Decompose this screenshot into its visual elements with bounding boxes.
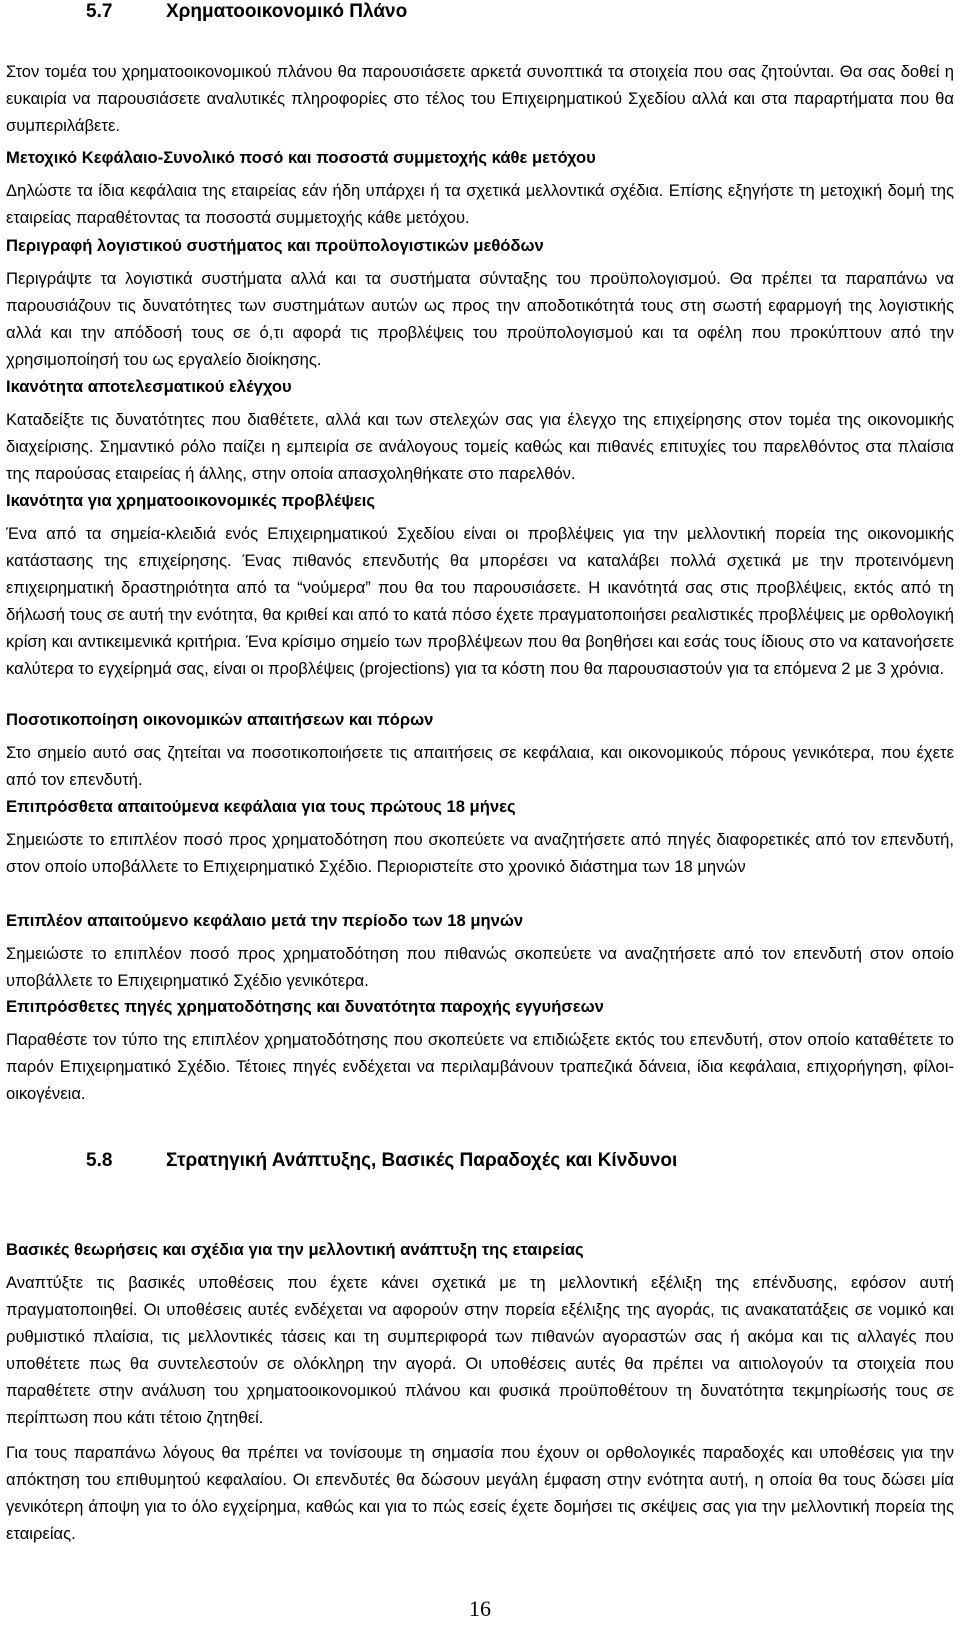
subsection-text: Αναπτύξτε τις βασικές υποθέσεις που έχετε κάνει σχετικά με τη μελλοντική εξέλιξη της επένδυσης, εφόσον αυτή πραγματοποιηθεί. Οι υποθέσεις αυτές ενδέχεται να αφορούν στην πορεία εξέλιξης της αγοράς, τις ανακατατάξεις σε νομικό και ρυθμιστικό πλαίσια, τις μελλοντικές τάσεις και τη συμπεριφορά των πιθανών αγοραστών σας ή ακόμα και τις αλλαγές που υποθέτετε πως θα συντελεστούν σε ολόκληρη την αγορά. Οι υποθέσεις αυτές θα πρέπει να αιτιολογούν τα στοιχεία που παραθέτετε στην ανάλυση του χρηματοοικονομικού πλάνου και φυσικά προϋποθέτουν τη δυνατότητα τεκμηρίωσής τους σε περίπτωση που κάτι τέτοιο ζητηθεί. xyxy=(6,1273,954,1427)
subsection-text: Παραθέστε τον τύπο της επιπλέον χρηματοδότησης που σκοπεύετε να επιδιώξετε εκτός του επενδυτή, στον οποίο καταθέτετε το παρόν Επιχειρηματικό Σχέδιο. Τέτοιες πηγές ενδέχεται να περιλαμβάνουν τραπεζικά δάνεια, ίδια κεφάλαια, επιχορήγηση, φίλοι-οικογένεια. xyxy=(6,1030,954,1103)
subsection-growth-assumptions xyxy=(6,1236,954,1547)
section-title: Χρηματοοικονομικό Πλάνο xyxy=(166,1,408,22)
subsection-text: Στο σημείο αυτό σας ζητείται να ποσοτικοποιήσετε τις απαιτήσεις σε κεφάλαια, και οικονομικούς πόρους γενικότερα, που έχετε από τον επενδυτή. xyxy=(6,743,954,789)
subsection-heading: Βασικές θεωρήσεις και σχέδια για την μελλοντική ανάπτυξη της εταιρείας xyxy=(6,1240,584,1259)
intro-paragraph: Στον τομέα του χρηματοοικονομικού πλάνου θα παρουσιάσετε αρκετά συνοπτικά τα στοιχεία που σας ζητούνται. Θα σας δοθεί η ευκαιρία να παρουσιάσετε αναλυτικές πληροφορίες στο τέλος του Επιχειρηματικού Σχεδίου αλλά και στα παραρτήματα που θα συμπεριλάβετε. xyxy=(6,62,954,135)
subsection-text: Ένα από τα σημεία-κλειδιά ενός Επιχειρηματικού Σχεδίου είναι οι προβλέψεις για την μελλοντική πορεία της οικονομικής κατάστασης της επιχείρησης. Ένας πιθανός επενδυτής θα μπορέσει να καταλάβει πολλά σχετικά με την προτεινόμενη επιχειρηματική δραστηριότητα από τα “νούμερα” που θα του παρουσιάσετε. Η ικανότητά σας στις προβλέψεις, εκτός από τη δήλωσή τους σε αυτή την ενότητα, θα κριθεί και από το κατά πόσο έχετε πραγματοποιήσει ρεαλιστικές προβλέψεις με ορθολογική κρίση και αντικειμενικά κριτήρια. Ένα κρίσιμο σημείο των προβλέψεων που θα βοηθήσει και εσάς τους ίδιους στο να κατανοήσετε καλύτερα το εγχείρημά σας, είναι οι προβλέψεις (projections) για τα κόστη που θα παρουσιαστούν για τα επόμενα 2 με 3 χρόνια. xyxy=(6,524,954,678)
subsection-heading: Επιπρόσθετες πηγές χρηματοδότησης και δυνατότητα παροχής εγγυήσεων xyxy=(6,997,604,1016)
subsection-quantification xyxy=(6,706,954,793)
subsection-heading: Ποσοτικοποίηση οικονομικών απαιτήσεων και πόρων xyxy=(6,710,434,729)
subsection-text: Δηλώστε τα ίδια κεφάλαια της εταιρείας εάν ήδη υπάρχει ή τα σχετικά μελλοντικά σχέδια. Επίσης εξηγήστε τη μετοχική δομή της εταιρείας παραθέτοντας τα ποσοστά συμμετοχής κάθε μετόχου. xyxy=(6,181,954,227)
subsection-accounting xyxy=(6,232,954,373)
subsection-heading: Περιγραφή λογιστικού συστήματος και προϋπολογιστικών μεθόδων xyxy=(6,236,544,255)
subsection-capital-after-18 xyxy=(6,907,954,994)
subsection-heading: Μετοχικό Κεφάλαιο-Συνολικό ποσό και ποσοστά συμμετοχής κάθε μετόχου xyxy=(6,148,596,167)
subsection-heading: Ικανότητα για χρηματοοικονομικές προβλέψεις xyxy=(6,491,376,510)
subsection-additional-capital xyxy=(6,793,954,880)
section-number: 5.8 xyxy=(86,1150,113,1171)
subsection-text: Σημειώστε το επιπλέον ποσό προς χρηματοδότηση που σκοπεύετε να αναζητήσετε από πηγές διαφορετικές από τον επενδυτή, στον οποίο υποβάλλετε το Επιχειρηματικό Σχέδιο. Περιοριστείτε στο χρονικό διάστημα των 18 μηνών xyxy=(6,830,954,876)
subsection-text: Σημειώστε το επιπλέον ποσό προς χρηματοδότηση που πιθανώς σκοπεύετε να αναζητήσετε από τον επενδυτή στον οποίο υποβάλλετε το Επιχειρηματικό Σχέδιο γενικότερα. xyxy=(6,944,954,990)
subsection-heading: Επιπρόσθετα απαιτούμενα κεφάλαια για τους πρώτους 18 μήνες xyxy=(6,797,516,816)
section-number: 5.7 xyxy=(86,1,113,22)
section-heading-5-8 xyxy=(6,1150,677,1172)
subsection-control xyxy=(6,373,954,487)
section-title: Στρατηγική Ανάπτυξης, Βασικές Παραδοχές και Κίνδυνοι xyxy=(166,1150,678,1171)
subsection-forecasts xyxy=(6,487,954,682)
subsection-funding-sources xyxy=(6,993,954,1107)
subsection-heading: Επιπλέον απαιτούμενο κεφάλαιο μετά την περίοδο των 18 μηνών xyxy=(6,911,524,930)
subsection-heading: Ικανότητα αποτελεσματικού ελέγχου xyxy=(6,377,292,396)
subsection-text-2: Για τους παραπάνω λόγους θα πρέπει να τονίσουμε τη σημασία που έχουν οι ορθολογικές παραδοχές και υποθέσεις για την απόκτηση του επιθυμητού κεφαλαίου. Οι επενδυτές θα δώσουν μεγάλη έμφαση στην ενότητα αυτή, η οποία θα τους δώσει μία γενικότερη άποψη για το όλο εγχείρημα, καθώς και για το πώς εσείς έχετε δομήσει τις σκέψεις σας για την μελλοντική πορεία της εταιρείας. xyxy=(6,1443,954,1543)
subsection-text: Περιγράψτε τα λογιστικά συστήματα αλλά και τα συστήματα σύνταξης του προϋπολογισμού. Θα πρέπει τα παραπάνω να παρουσιάζουν τις δυνατότητες των συστημάτων αυτών ως προς την αποδοτικότητά τους στη σωστή εφαρμογή της λογιστικής αλλά και την απόδοσή τους σε ό,τι αφορά τις προβλέψεις του προϋπολογισμού και τα οφέλη που προκύπτουν από την χρησιμοποίησή του ως εργαλείο διοίκησης. xyxy=(6,269,954,369)
intro-block xyxy=(6,58,954,139)
subsection-equity xyxy=(6,144,954,231)
subsection-text: Καταδείξτε τις δυνατότητες που διαθέτετε, αλλά και των στελεχών σας για έλεγχο της επιχείρησης στον τομέα της οικονομικής διαχείρισης. Σημαντικό ρόλο παίζει η εμπειρία σε ανάλογους τομείς καθώς και πιθανές επιτυχίες του παρελθόντος στα πλαίσια της παρούσας εταιρείας ή άλλης, στην οποία απασχοληθήκατε στο παρελθόν. xyxy=(6,410,954,483)
page-number: 16 xyxy=(469,1596,491,1621)
section-heading-5-7 xyxy=(6,1,407,23)
